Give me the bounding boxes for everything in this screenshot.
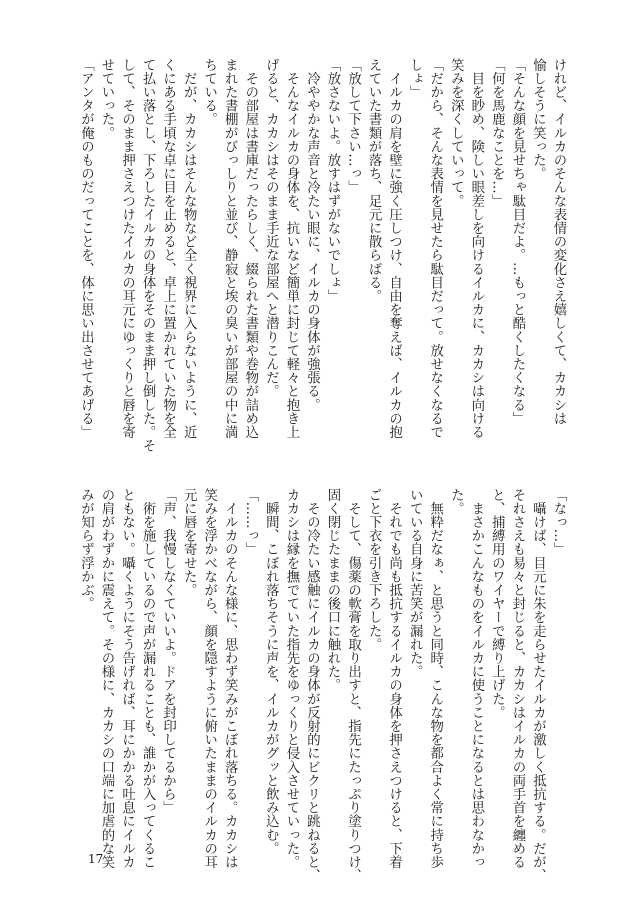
text-line: えていた書類が落ち、足元に散らばる。 [366, 58, 382, 303]
text-line: の肩がわずかに震えて。その様に、カカシの口端に加虐的な笑 [98, 488, 114, 869]
text-line: そんなイルカの身体を、抗いなど簡単に封じて軽々と抱き上 [283, 58, 299, 439]
text-line: その部屋は書庫だったらしく、綴られた書類や巻物が詰め込 [242, 58, 258, 439]
text-line: ちている。 [201, 58, 217, 126]
text-line: まれた書棚がびっしりと並び、静寂と埃の臭いが部屋の中に満 [222, 58, 238, 439]
text-line: いている自身に苦笑が漏れた。 [407, 488, 423, 679]
page-number: 17 [88, 852, 104, 866]
text-line: だが、カカシはそんな物など全く視界に入らないように、近 [181, 58, 197, 439]
text-line: 元に唇を寄せた。 [181, 488, 197, 597]
text-line: 目を眇め、険しい眼差しを向けるイルカに、カカシは向ける [468, 58, 484, 439]
text-line: ごと下衣を引き下ろした。 [366, 488, 382, 652]
text-line: て払い落とし、下ろしたイルカの身体をそのまま押し倒した。そ [140, 58, 156, 453]
text-line: くにある手頃な卓に目を止めると、卓上に置かれていた物を全 [160, 58, 176, 439]
text-line: それさえも易々と封じると、カカシはイルカの両手首を纏める [509, 488, 525, 869]
text-line: その冷たい感触にイルカの身体が反射的にビクリと跳ねると、 [304, 488, 320, 883]
text-line: そして、傷薬の軟膏を取り出すと、指先にたっぷり塗りつけ、 [345, 488, 361, 883]
text-line: 笑みを浮かべながら、顔を隠すように俯いたままのイルカの耳 [201, 488, 217, 869]
text-block-top [78, 58, 568, 453]
text-line: して、そのまま押さえつけたイルカの耳元にゆっくりと唇を寄 [119, 58, 135, 439]
text-line: 術を施しているので声が漏れることも、誰かが入ってくるこ [140, 488, 156, 869]
text-line: イルカのそんな様に、思わず笑みがこぼれ落ちる。カカシは [222, 488, 238, 869]
text-line: 愉しそうに笑った。 [530, 58, 546, 181]
text-line: イルカの肩を壁に強く圧しつけ、自由を奪えば、イルカの抱 [386, 58, 402, 439]
text-line: た。 [448, 488, 464, 516]
text-line: しょ」 [407, 58, 423, 99]
text-line: 「そんな顔を見せちゃ駄目だよ。…もっと酷くしたくなる」 [509, 58, 525, 426]
text-line: 「何を馬鹿なことを…」 [489, 58, 505, 208]
text-line: 瞬間、こぼれ落ちそうに声を、イルカがグッと飲み込む。 [263, 488, 279, 856]
text-line: まさかこんなものをイルカに使うことになるとは思わなかっ [468, 488, 484, 869]
text-line: けれど、イルカのそんな表情の変化さえ嬉しくて、カカシは [551, 58, 566, 426]
text-line: と、捕縛用のワイヤーで縛り上げた。 [489, 488, 505, 720]
text-line: 固く閉じたままの後口に触れた。 [324, 488, 340, 692]
text-line: 「……っ」 [242, 488, 258, 556]
text-line: せていった。 [98, 58, 114, 140]
text-line: 冷ややかな声音と冷たい眼に、イルカの身体が強張る。 [304, 58, 320, 412]
text-line: げると、カカシはそのまま手近な部屋へと潜りこんだ。 [263, 58, 279, 398]
text-line: それでも尚も抵抗するイルカの身体を押さえつけると、下着 [386, 488, 402, 869]
text-line: 「放さないよ。放すはずがないでしょ」 [324, 58, 340, 303]
text-line: 「アンタが俺のものだってことを、体に思い出させてあげる」 [78, 58, 94, 439]
text-line: 囁けば、目元に朱を走らせたイルカが激しく抵抗する。だが、 [530, 488, 546, 883]
text-line: カカシは縁を撫でていた指先をゆっくりと侵入させていった。 [283, 488, 299, 869]
text-line: 無粋だなぁ、と思うと同時、こんな物を都合よく常に持ち歩 [427, 488, 443, 869]
text-line: 「なっ…」 [551, 488, 566, 556]
text-line: 「声、我慢しなくていいよ。ドアを封印してるから」 [160, 488, 176, 815]
text-line: 「だから、そんな表情を見せたら駄目だって。放せなくなるで [427, 58, 443, 439]
text-line: ともない。囁くようにそう告げれば、耳にかかる吐息にイルカ [119, 488, 135, 869]
text-line: 「放して下さい…っ」 [345, 58, 361, 194]
text-line: みが知らず浮かぶ。 [78, 488, 94, 611]
text-line: 笑みを深くしていって。 [448, 58, 464, 208]
